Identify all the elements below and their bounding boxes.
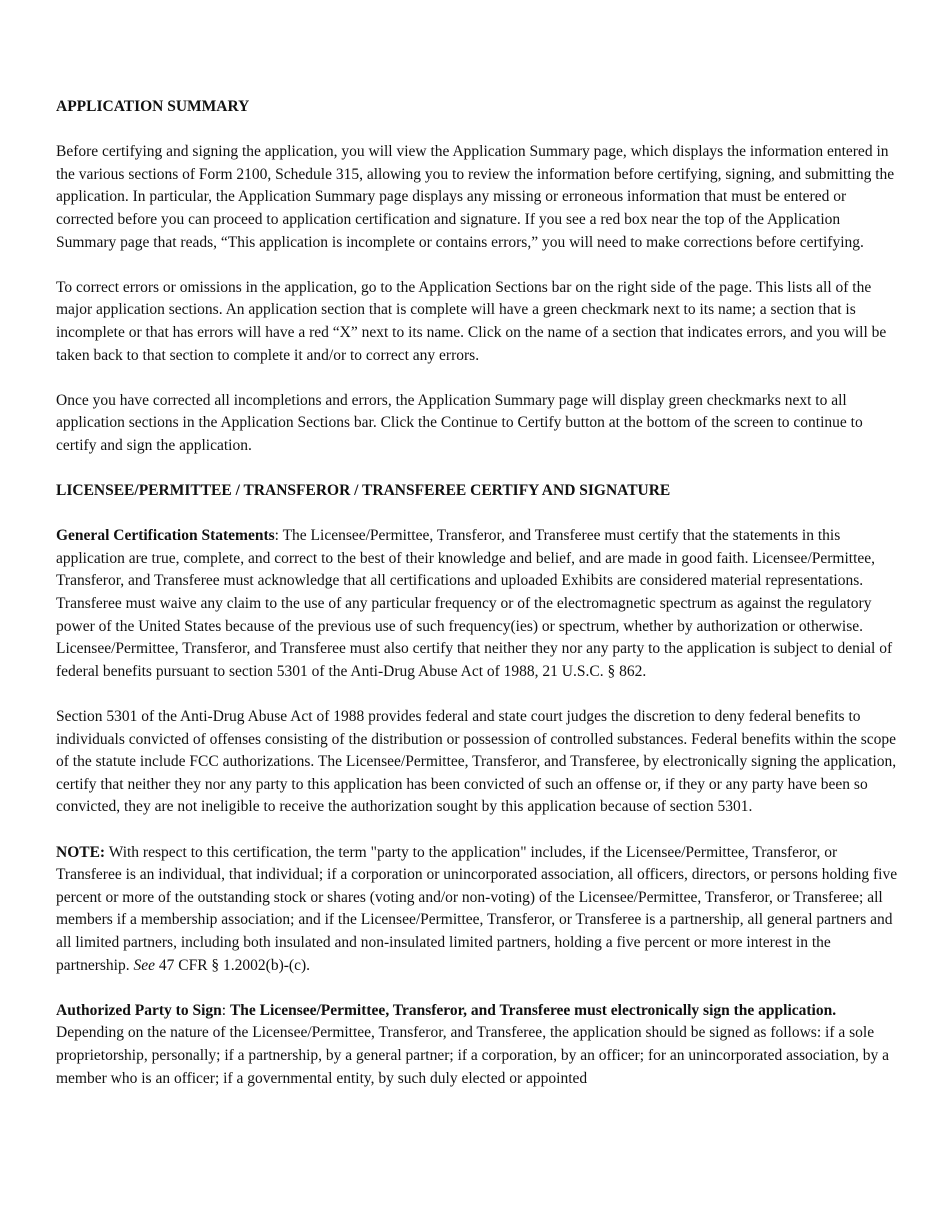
- application-summary-paragraph-3: Once you have corrected all incompletions and errors, the Application Summary page will display green checkmarks next to all application sections in the Application Sections bar. Click the Continue to Certify button at the bottom of the screen to continue to certify and sign the application.: [56, 391, 863, 454]
- application-summary-paragraph-2: To correct errors or omissions in the application, go to the Application Sections bar on the right side of the page. This lists all of the major application sections. An application section that is complete will have a green checkmark next to its name; a section that is incomplete or that has errors will have a red “X” next to its name. Click on the name of a section that indicates errors, and you will be taken back to that section to complete it and/or to correct any errors.: [56, 278, 887, 364]
- section-5301-paragraph: Section 5301 of the Anti-Drug Abuse Act of 1988 provides federal and state court judges the discretion to deny federal benefits to individuals convicted of offenses consisting of the distribution or possession of controlled substances. Federal benefits within the scope of the statute include FCC authorizations. The Licensee/Permittee, Transferor, and Transferee, by electronically signing the application, certify that neither they nor any party to this application has been convicted of such an offense or, if they or any party have been so convicted, they are not ineligible to receive the authorization sought by this application because of section 5301.: [56, 708, 897, 816]
- note-see: See: [133, 956, 155, 974]
- general-certification-paragraph: [56, 525, 898, 683]
- authorized-party-bold-text: The Licensee/Permittee, Transferor, and Transferee must electronically sign the application.: [229, 1001, 837, 1019]
- certify-signature-heading: LICENSEE/PERMITTEE / TRANSFEROR / TRANSFEREE CERTIFY AND SIGNATURE: [56, 482, 671, 500]
- general-certification-text: The Licensee/Permittee, Transferor, and Transferee must certify that the statements in this application are true, complete, and correct to the best of their knowledge and belief, and are made in good faith. Licensee/Permittee, Transferor, and Transferee must acknowledge that all certifications and uploaded Exhibits are considered material representations. Transferee must waive any claim to the use of any particular frequency or of the electromagnetic spectrum as against the regulatory power of the United States because of the previous use of such frequency(ies) or spectrum, whether by authorization or otherwise. Licensee/Permittee, Transferor, and Transferee must also certify that neither they nor any party to the application is subject to denial of federal benefits pursuant to section 5301 of the Anti-Drug Abuse Act of 1988, 21 U.S.C. § 862.: [56, 527, 893, 680]
- note-paragraph: [56, 842, 898, 978]
- authorized-party-text: Depending on the nature of the Licensee/Permittee, Transferor, and Transferee, the application should be signed as follows: if a sole proprietorship, personally; if a partnership, by a general partner; if a corporation, by an officer; for an unincorporated association, by a member who is an officer; if a governmental entity, by such duly elected or appointed: [56, 1024, 889, 1087]
- note-citation: 47 CFR § 1.2002(b)-(c).: [155, 956, 310, 974]
- authorized-party-label: Authorized Party to Sign: [56, 1001, 222, 1019]
- note-label: NOTE:: [56, 843, 106, 861]
- authorized-party-paragraph: [56, 1000, 898, 1090]
- authorized-party-separator: :: [221, 1001, 230, 1019]
- general-certification-label: General Certification Statements: [56, 527, 275, 545]
- application-summary-heading: APPLICATION SUMMARY: [56, 98, 250, 115]
- application-summary-paragraph-1: Before certifying and signing the application, you will view the Application Summary page, which displays the information entered in the various sections of Form 2100, Schedule 315, allowing you to review the information before certifying, signing, and submitting the application. In particular, the Application Summary page displays any missing or erroneous information that must be entered or corrected before you can proceed to application certification and signature. If you see a red box near the top of the Application Summary page that reads, “This application is incomplete or contains errors,” you will need to make corrections before certifying.: [56, 143, 895, 251]
- general-certification-separator: :: [274, 527, 283, 545]
- note-text: With respect to this certification, the term "party to the application" includes, if the Licensee/Permittee, Transferor, or Transferee is an individual, that individual; if a corporation or unincorporated association, all officers, directors, or persons holding five percent or more of the outstanding stock or shares (voting and/or non-voting) of the Licensee/Permittee, Transferor, or Transferee; all members if a membership association; and if the Licensee/Permittee, Transferor, or Transferee is a partnership, all general partners and all limited partners, including both insulated and non-insulated limited partners, holding a five percent or more interest in the partnership.: [56, 843, 898, 974]
